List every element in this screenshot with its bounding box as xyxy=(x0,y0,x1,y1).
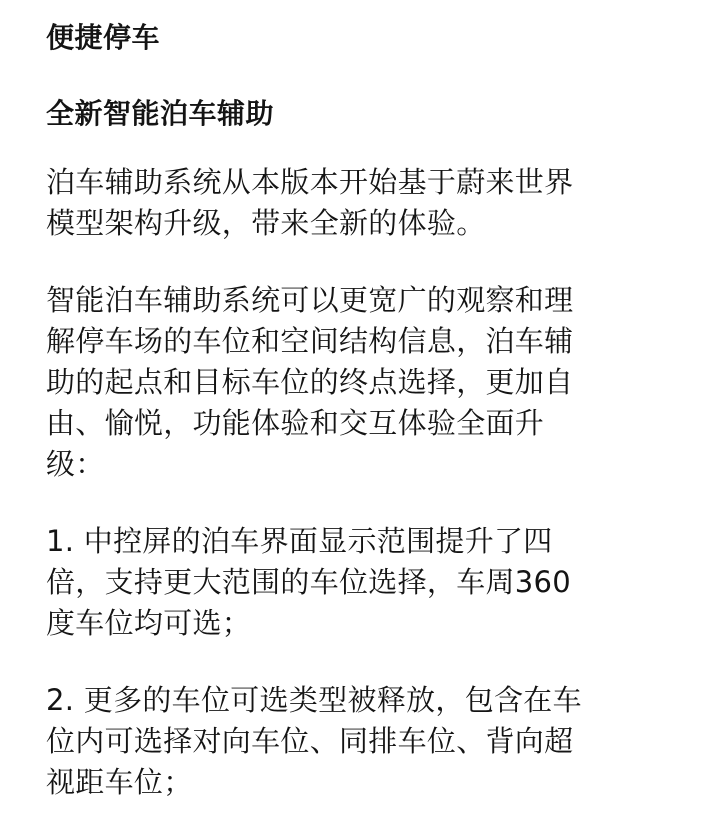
paragraph-line: 倍，支持更大范围的车位选择，车周360 xyxy=(46,565,572,599)
paragraph-line: 助的起点和目标车位的终点选择，更加自 xyxy=(46,365,574,399)
list-item-2 xyxy=(46,680,674,803)
feature-title: 全新智能泊车辅助 xyxy=(46,97,275,130)
paragraph-line: 泊车辅助系统从本版本开始基于蔚来世界 xyxy=(46,165,574,199)
paragraph-line: 模型架构升级，带来全新的体验。 xyxy=(46,206,486,240)
paragraph-line: 视距车位； xyxy=(46,765,193,799)
paragraph-line: 位内可选择对向车位、同排车位、背向超 xyxy=(46,724,574,758)
paragraph-line: 度车位均可选； xyxy=(46,606,252,640)
paragraph-line: 解停车场的车位和空间结构信息，泊车辅 xyxy=(46,324,574,358)
paragraph-line: 1. 中控屏的泊车界面显示范围提升了四 xyxy=(46,524,553,558)
description-paragraph xyxy=(46,280,674,485)
intro-paragraph xyxy=(46,162,674,244)
paragraph-line: 级： xyxy=(46,447,105,481)
paragraph-line: 智能泊车辅助系统可以更宽广的观察和理 xyxy=(46,283,574,317)
section-title: 便捷停车 xyxy=(46,21,161,54)
paragraph-line: 2. 更多的车位可选类型被释放，包含在车 xyxy=(46,683,582,717)
list-item-1 xyxy=(46,521,674,644)
paragraph-line: 由、愉悦，功能体验和交互体验全面升 xyxy=(46,406,545,440)
